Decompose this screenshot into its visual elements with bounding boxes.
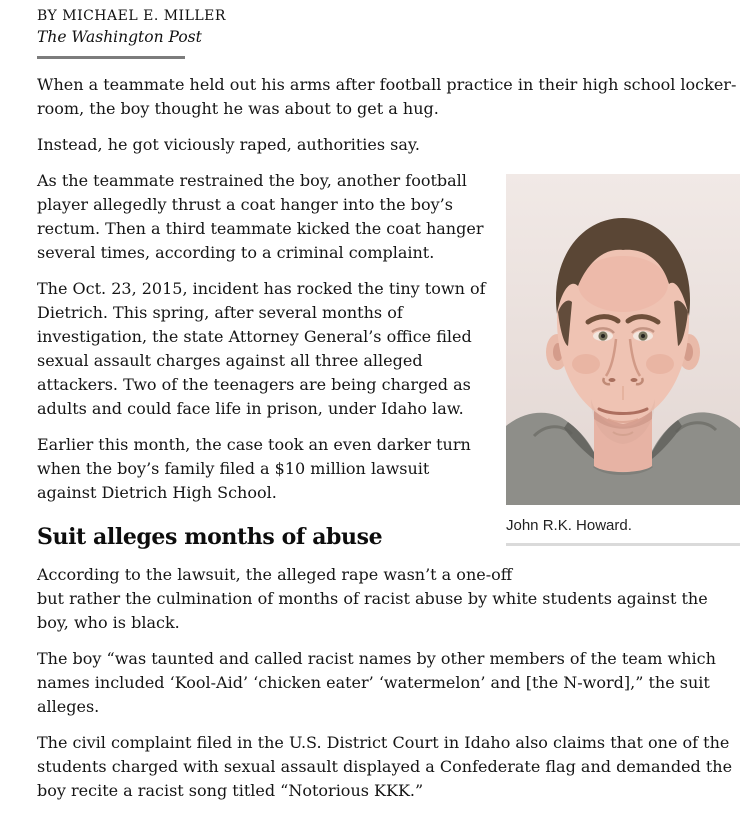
article-paragraph: As the teammate restrained the boy, another football player allegedly thrust a coat hanger into the boy’s rectum. Then a third teammate kicked the coat hanger several times, according to a criminal complaint. — [37, 171, 484, 262]
article-paragraph: The civil complaint filed in the U.S. District Court in Idaho also claims that one of the students charged with sexual assault displayed a Confederate flag and demanded the boy recite a racist song titled “Notorious KKK.” — [37, 733, 733, 800]
byline-block — [37, 8, 740, 59]
photo-caption: John R.K. Howard. — [506, 517, 632, 534]
article-body — [37, 73, 740, 803]
article-paragraph: The Oct. 23, 2015, incident has rocked the tiny town of Dietrich. This spring, after several months of investigation, the state Attorney General’s office filed sexual assault charges against all three alleged attackers. Two of the teenagers are being charged as adults and could face life in prison, under Idaho law. — [37, 279, 486, 418]
article-paragraph: When a teammate held out his arms after football practice in their high school locker-room, the boy thought he was about to get a hug. — [37, 75, 737, 118]
paragraph-line: According to the lawsuit, the alleged rape wasn’t a one-off — [37, 565, 513, 584]
mugshot-figure — [506, 174, 740, 546]
section-subheading: Suit alleges months of abuse — [37, 524, 383, 550]
paragraph-line: but rather the culmination of months of racist abuse by white students against the boy, who is black. — [37, 589, 708, 632]
article-paragraph — [37, 563, 740, 635]
publication-name: The Washington Post — [37, 28, 202, 46]
caption-divider — [506, 543, 740, 546]
article-paragraph: Instead, he got viciously raped, authorities say. — [37, 135, 420, 154]
mugshot-photo — [506, 174, 740, 505]
byline-divider — [37, 56, 185, 59]
article-paragraph: The boy “was taunted and called racist names by other members of the team which names included ‘Kool-Aid’ ‘chicken eater’ ‘watermelon’ and [the N-word],” the suit alleges. — [37, 649, 716, 716]
article-paragraph: Earlier this month, the case took an even darker turn when the boy’s family filed a $10 million lawsuit against Dietrich High School. — [37, 435, 471, 502]
byline-author: BY MICHAEL E. MILLER — [37, 8, 226, 24]
